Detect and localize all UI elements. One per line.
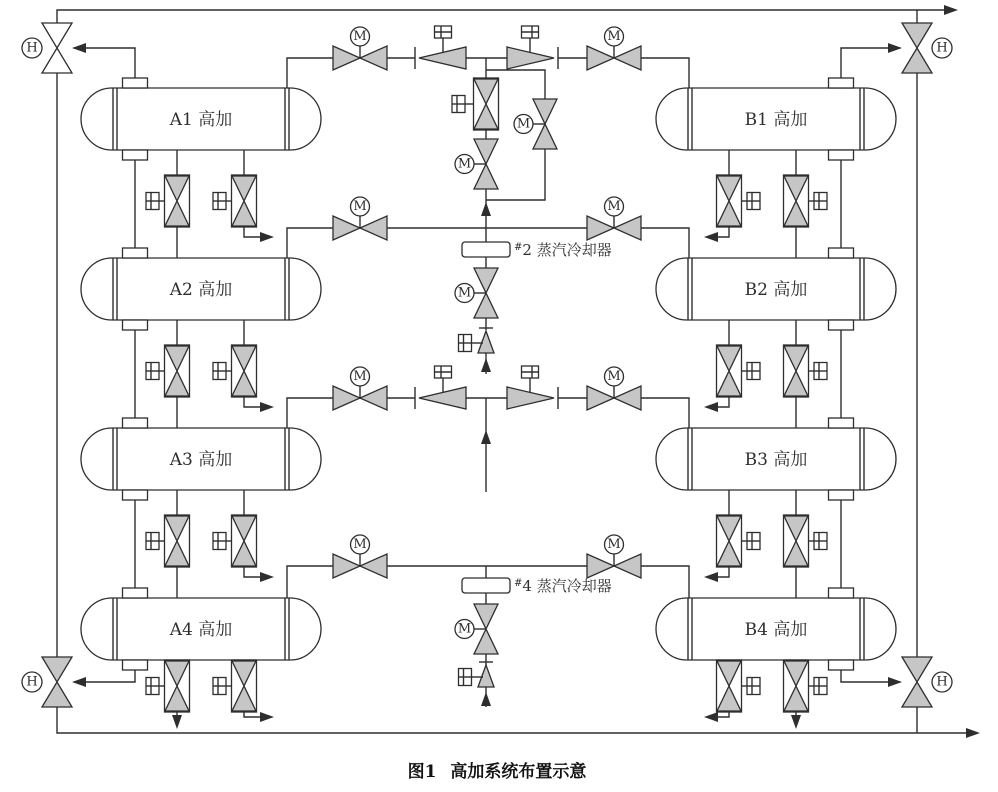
- hand-valve-top-left: [22, 23, 72, 73]
- vessel-label: A3 高加: [169, 450, 233, 470]
- motor-valve: [587, 27, 641, 70]
- vessel-a2: [81, 258, 321, 320]
- hand-label: H: [936, 40, 948, 56]
- motor-valve: [333, 197, 387, 240]
- figure-caption: 图1 高加系统布置示意: [407, 762, 587, 782]
- motor-label: M: [353, 199, 367, 214]
- drain-valve: [146, 515, 190, 567]
- motor-valve: [455, 139, 498, 189]
- steam-cooler-2: [459, 241, 612, 353]
- nozzle: [829, 660, 854, 670]
- flow-arrow: [481, 358, 491, 372]
- motor-label: M: [516, 116, 531, 132]
- vessel-label: B3 高加: [744, 450, 808, 470]
- motor-label: M: [353, 369, 367, 384]
- hand-valve-bottom-right: [902, 657, 952, 707]
- check-valve-right: [507, 366, 558, 409]
- drain-valve: [213, 345, 257, 397]
- drain-valve: [213, 175, 257, 227]
- drain-valve: [717, 175, 761, 227]
- motor-label: M: [353, 537, 367, 552]
- drain-valve: [784, 660, 828, 712]
- hand-label: H: [26, 40, 38, 56]
- hand-label: H: [936, 674, 948, 690]
- motor-valve: [333, 535, 387, 578]
- flow-arrow: [704, 232, 718, 242]
- nozzle: [829, 78, 854, 88]
- motor-label: M: [457, 621, 472, 637]
- vessel-b1: [656, 88, 896, 150]
- vessel-label: A2 高加: [169, 280, 233, 300]
- drain-valve: [146, 660, 190, 712]
- flow-arrow: [704, 572, 718, 582]
- flow-arrow: [888, 677, 902, 687]
- nozzle: [829, 490, 854, 500]
- vessel-label: B1 高加: [744, 110, 808, 130]
- flow-arrow: [481, 430, 491, 444]
- motor-valve: [333, 367, 387, 410]
- nozzle: [123, 418, 148, 428]
- drain-valve: [146, 345, 190, 397]
- vessel-label: A4 高加: [169, 620, 233, 640]
- vessel-b3: [656, 428, 896, 490]
- drain-valve: [213, 515, 257, 567]
- vessel-label: B2 高加: [744, 280, 808, 300]
- drain-valve: [717, 515, 761, 567]
- steam-cooler-4: [459, 577, 612, 687]
- nozzle: [123, 150, 148, 160]
- nozzle: [829, 320, 854, 330]
- relief-valve: [459, 662, 495, 687]
- cooler-label: #4 蒸汽冷却器: [514, 577, 612, 595]
- drain-valve: [784, 345, 828, 397]
- nozzle: [123, 588, 148, 598]
- check-valve-left: [415, 26, 466, 69]
- relief-valve: [459, 328, 495, 353]
- motor-label: M: [457, 285, 472, 301]
- flow-arrow: [72, 43, 86, 53]
- vessel-label: B4 高加: [744, 620, 808, 640]
- flow-arrow: [704, 712, 718, 722]
- motor-valve: [587, 535, 641, 578]
- nozzle: [829, 248, 854, 258]
- vessel-b2: [656, 258, 896, 320]
- drain-valve: [784, 175, 828, 227]
- nozzle: [123, 490, 148, 500]
- flow-arrow: [704, 402, 718, 412]
- vessel-a4: [81, 598, 321, 660]
- flow-arrow: [944, 5, 958, 15]
- hand-valve-bottom-left: [22, 657, 72, 707]
- nozzle: [123, 248, 148, 258]
- motor-valve: [333, 27, 387, 70]
- motor-valve: [587, 367, 641, 410]
- vessel-label: A1 高加: [169, 110, 233, 130]
- flow-arrow: [260, 712, 274, 722]
- check-valve-left: [415, 366, 466, 409]
- vessel-b4: [656, 598, 896, 660]
- drain-valve: [213, 660, 257, 712]
- nozzle: [123, 78, 148, 88]
- nozzle: [829, 418, 854, 428]
- drain-valve: [717, 345, 761, 397]
- motor-valves-vertical: [455, 99, 557, 654]
- flow-arrow: [260, 572, 274, 582]
- drain-valve: [784, 515, 828, 567]
- flow-arrow: [888, 43, 902, 53]
- drain-valve: [717, 660, 761, 712]
- motor-valve-bypass: [514, 99, 557, 149]
- flow-arrow: [481, 202, 491, 216]
- drain-valve: [146, 175, 190, 227]
- flow-arrow: [481, 692, 491, 706]
- nozzle: [829, 150, 854, 160]
- flow-arrow: [791, 715, 801, 729]
- cooler-label: #2 蒸汽冷却器: [514, 241, 612, 259]
- motor-label: M: [607, 199, 621, 214]
- flow-arrow: [260, 232, 274, 242]
- nozzle: [123, 660, 148, 670]
- nozzle: [829, 588, 854, 598]
- check-valve-right: [507, 26, 558, 69]
- flow-arrow: [966, 728, 980, 738]
- motor-label: M: [607, 369, 621, 384]
- control-valve: [452, 78, 499, 130]
- piping-extraction-row3: [287, 398, 689, 492]
- motor-valve: [455, 268, 498, 318]
- motor-label: M: [457, 156, 472, 172]
- motor-valve: [455, 604, 498, 654]
- hand-valve-top-right: [902, 23, 952, 73]
- nozzle: [123, 320, 148, 330]
- motor-label: M: [607, 29, 621, 44]
- motor-valve: [587, 197, 641, 240]
- flow-arrow: [260, 402, 274, 412]
- vessel-a1: [81, 88, 321, 150]
- vessel-a3: [81, 428, 321, 490]
- flow-arrow: [72, 677, 86, 687]
- motor-label: M: [607, 537, 621, 552]
- hand-label: H: [26, 674, 38, 690]
- flow-arrow: [172, 715, 182, 729]
- motor-label: M: [353, 29, 367, 44]
